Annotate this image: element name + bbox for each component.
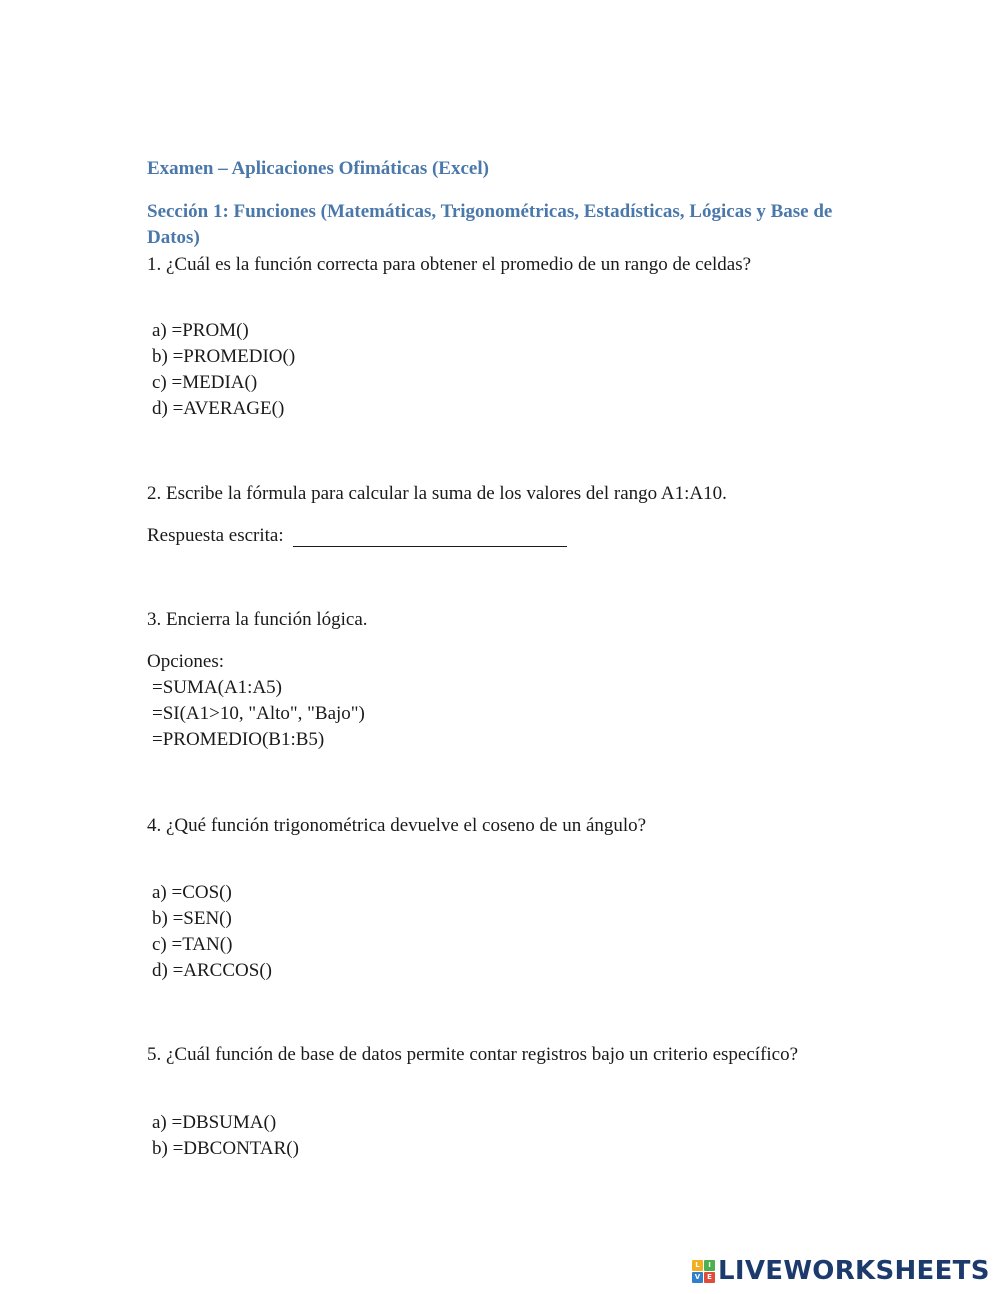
question-3-text: 3. Encierra la función lógica. [147,609,368,630]
section-heading: Sección 1: Funciones (Matemáticas, Trigonométricas, Estadísticas, Lógicas y Base de Datos) [147,201,833,248]
question-5-option-a[interactable]: a) =DBSUMA() [152,1112,277,1133]
question-4-option-a[interactable]: a) =COS() [152,882,232,903]
logo-blocks-icon [692,1260,715,1283]
question-4-option-d[interactable]: d) =ARCCOS() [152,960,272,981]
question-3-options-label: Opciones: [147,651,225,672]
question-2-answer-label: Respuesta escrita: [147,525,284,546]
logo-text: LIVEWORKSHEETS [718,1256,990,1286]
question-4-option-b[interactable]: b) =SEN() [152,908,232,929]
question-3-option-3[interactable]: =PROMEDIO(B1:B5) [152,729,325,750]
question-5-text: 5. ¿Cuál función de base de datos permite contar registros bajo un criterio específico? [147,1044,799,1065]
question-5-option-b[interactable]: b) =DBCONTAR() [152,1138,299,1159]
logo-block-i: I [704,1260,715,1271]
question-2-answer-field[interactable] [293,524,567,547]
question-1-option-a[interactable]: a) =PROM() [152,320,249,341]
logo-block-e: E [704,1272,715,1283]
exam-title: Examen – Aplicaciones Ofimáticas (Excel) [147,158,489,179]
question-1-option-d[interactable]: d) =AVERAGE() [152,398,285,419]
question-4-option-c[interactable]: c) =TAN() [152,934,233,955]
liveworksheets-logo [692,1254,990,1288]
logo-block-v: V [692,1272,703,1283]
question-2-text: 2. Escribe la fórmula para calcular la suma de los valores del rango A1:A10. [147,483,727,504]
question-4-text: 4. ¿Qué función trigonométrica devuelve el coseno de un ángulo? [147,815,647,836]
logo-block-l: L [692,1260,703,1271]
question-3-option-1[interactable]: =SUMA(A1:A5) [152,677,282,698]
question-1-text: 1. ¿Cuál es la función correcta para obtener el promedio de un rango de celdas? [147,254,752,275]
question-3-option-2[interactable]: =SI(A1>10, "Alto", "Bajo") [152,703,365,724]
question-1-option-c[interactable]: c) =MEDIA() [152,372,258,393]
question-1-option-b[interactable]: b) =PROMEDIO() [152,346,296,367]
